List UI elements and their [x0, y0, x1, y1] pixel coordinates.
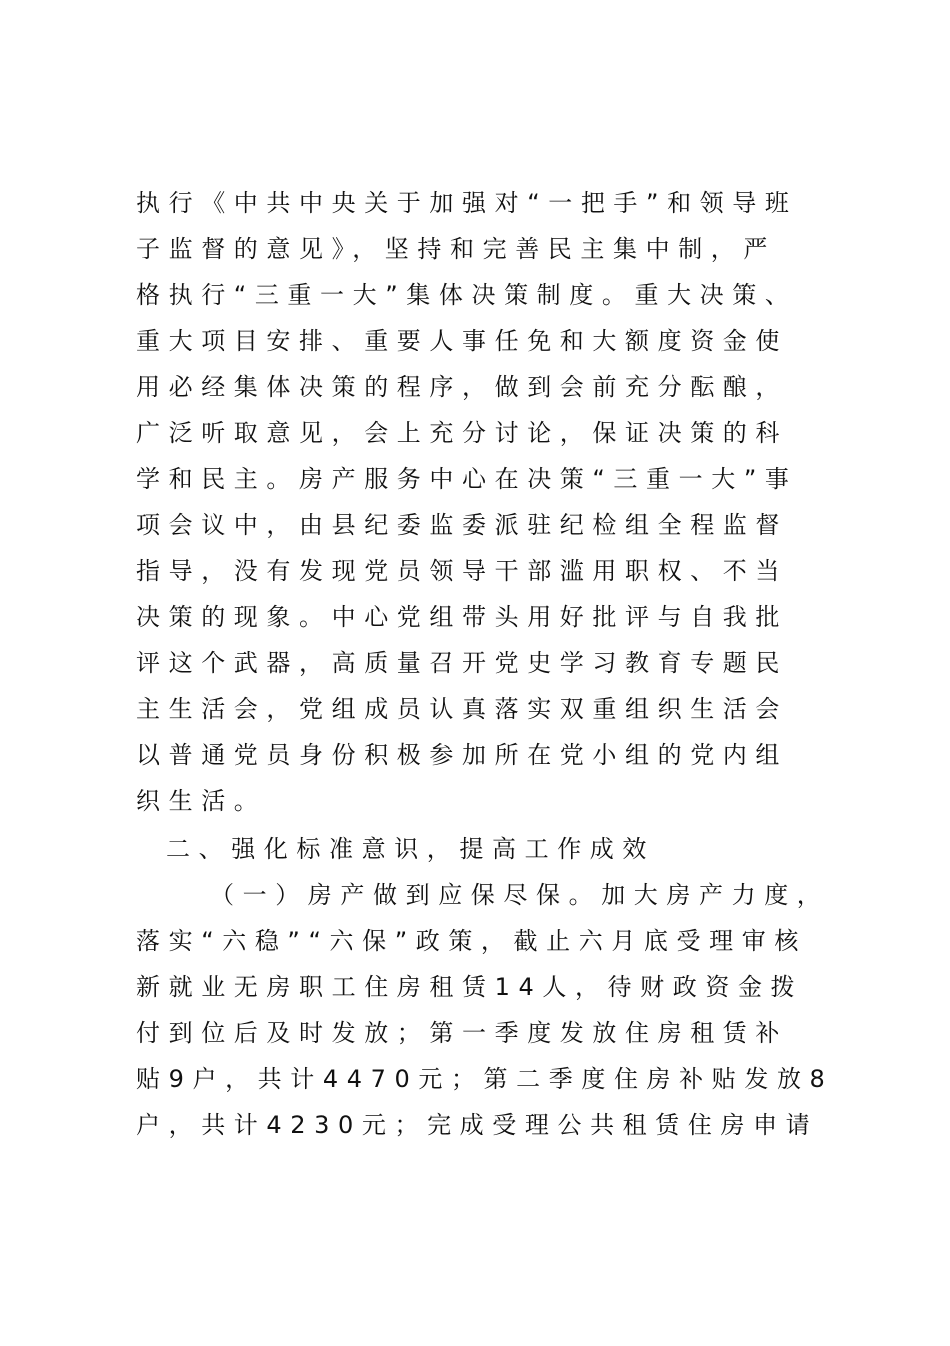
text-line-18: 贴9户，共计4470元；第二季度住房补贴发放8 — [136, 1065, 834, 1093]
text-line-8: 项会议中，由县纪委监委派驻纪检组全程监督 — [136, 511, 788, 539]
text-line-1: 执行《中共中央关于加强对“一把手”和领导班 — [136, 189, 798, 217]
text-line-6: 广泛听取意见，会上充分讨论，保证决策的科 — [136, 419, 788, 447]
text-line-9: 指导，没有发现党员领导干部滥用职权、不当 — [136, 557, 788, 585]
text-line-15: 落实“六稳”“六保”政策，截止六月底受理审核 — [136, 927, 807, 955]
section-heading: 二、强化标准意识，提高工作成效 — [166, 835, 655, 863]
text-line-16: 新就业无房职工住房租赁14人，待财政资金拨 — [136, 973, 804, 1001]
text-line-17: 付到位后及时发放；第一季度发放住房租赁补 — [136, 1019, 788, 1047]
text-line-13: 以普通党员身份积极参加所在党小组的党内组 — [136, 741, 788, 769]
text-line-3: 格执行“三重一大”集体决策制度。重大决策、 — [136, 281, 798, 309]
text-line-4: 重大项目安排、重要人事任免和大额度资金使 — [136, 327, 788, 355]
text-line-2: 子监督的意见》，坚持和完善民主集中制，严 — [136, 235, 776, 263]
subsection-heading: （一）房产做到应保尽保。加大房产力度， — [210, 881, 830, 909]
text-line-5: 用必经集体决策的程序，做到会前充分酝酿， — [136, 373, 788, 401]
text-line-10: 决策的现象。中心党组带头用好批评与自我批 — [136, 603, 788, 631]
text-line-7: 学和民主。房产服务中心在决策“三重一大”事 — [136, 465, 798, 493]
text-line-12: 主生活会，党组成员认真落实双重组织生活会 — [136, 695, 788, 723]
text-line-19: 户，共计4230元；完成受理公共租赁住房申请 — [136, 1111, 819, 1139]
text-line-14: 织生活。 — [136, 787, 267, 815]
text-line-11: 评这个武器，高质量召开党史学习教育专题民 — [136, 649, 788, 677]
